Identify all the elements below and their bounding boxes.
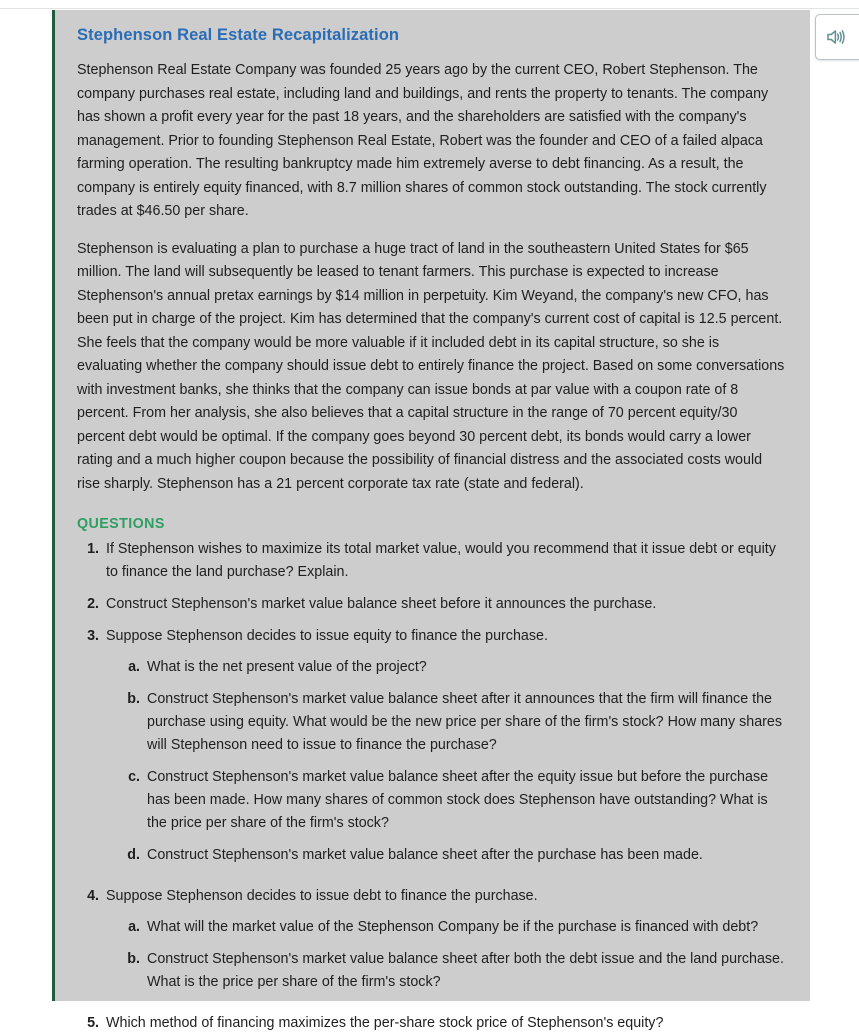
question-4-subitems [106,916,788,994]
subquestion-body [147,656,788,679]
question-marker: 4. [87,888,99,904]
subquestion-body [147,844,788,867]
question-item-3c [106,766,788,835]
question-3-subitems [106,656,788,867]
question-marker: 2. [87,596,99,612]
subquestion-text: Construct Stephenson's market value balance sheet after it announces that the firm will finance the purchase using equity. What would be the new price per share of the firm's stock? How many shares will Stephenson need to issue to finance the purchase? [147,691,783,753]
read-aloud-button[interactable] [815,14,859,60]
left-gutter [0,10,52,1024]
questions-list [77,538,788,1035]
subquestion-marker: b. [127,951,140,967]
question-text: Suppose Stephenson decides to issue equity to finance the purchase. [106,628,548,644]
subquestion-text: What is the net present value of the project? [147,659,427,675]
subquestion-body [147,916,788,939]
question-item-3b [106,688,788,757]
question-item-3a [106,656,788,679]
subquestion-body [147,766,788,835]
question-item-1 [77,538,788,584]
subquestion-marker: b. [127,691,140,707]
question-text: If Stephenson wishes to maximize its total market value, would you recommend that it issue debt or equity to finance the land purchase? Explain. [106,541,776,580]
subquestion-marker: a. [128,659,140,675]
subquestion-marker: c. [128,769,140,785]
case-paragraph-1: Stephenson Real Estate Company was founded 25 years ago by the current CEO, Robert Stephenson. The company purchases real estate, including land and buildings, and rents the property to tenants. The company has shown a profit every year for the past 18 years, and the shareholders are satisfied with the company's management. Prior to founding Stephenson Real Estate, Robert was the founder and CEO of a failed alpaca farming operation. The resulting bankruptcy made him extremely averse to debt financing. As a result, the company is entirely equity financed, with 8.7 million shares of common stock outstanding. The stock currently trades at $46.50 per share. [77,62,769,219]
speaker-volume-icon [825,27,847,47]
question-item-3d [106,844,788,867]
subquestion-body [147,688,788,757]
page-title: Stephenson Real Estate Recapitalization [77,26,400,44]
question-item-3 [77,625,788,876]
subquestion-text: Construct Stephenson's market value balance sheet after the equity issue but before the purchase has been made. How many shares of common stock does Stephenson have outstanding? What is the price per share of the firm's stock? [147,769,769,831]
question-marker: 3. [87,628,99,644]
subquestion-marker: d. [127,847,140,863]
question-body [106,885,788,1003]
question-item-4b [106,948,788,994]
subquestion-marker: a. [128,919,140,935]
right-white-area [810,10,859,1024]
question-body [106,538,788,584]
questions-heading: QUESTIONS [77,516,165,532]
subquestion-body [147,948,788,994]
subquestion-text: Construct Stephenson's market value balance sheet after both the debt issue and the land purchase. What is the price per share of the firm's stock? [147,951,784,990]
case-content-panel [55,10,810,1031]
subquestion-text: Construct Stephenson's market value balance sheet after the purchase has been made. [147,847,703,863]
question-item-4a [106,916,788,939]
question-marker: 1. [87,541,99,557]
question-text: Suppose Stephenson decides to issue debt to finance the purchase. [106,888,538,904]
question-body [106,593,788,616]
subquestion-text: What will the market value of the Stephenson Company be if the purchase is financed with debt? [147,919,759,935]
question-body [106,625,788,876]
top-white-strip [0,0,859,9]
question-item-4 [77,885,788,1003]
question-marker: 5. [87,1015,99,1031]
case-paragraph-2: Stephenson is evaluating a plan to purchase a huge tract of land in the southeastern United States for $65 million. The land will subsequently be leased to tenant farmers. This purchase is expected to increase Stephenson's annual pretax earnings by $14 million in perpetuity. Kim Weyand, the company's new CFO, has been put in charge of the project. Kim has determined that the company's current cost of capital is 12.5 percent. She feels that the company would be more valuable if it included debt in its capital structure, so she is evaluating whether the company should issue debt to entirely finance the project. Based on some conversations with investment banks, she thinks that the company can issue bonds at par value with a coupon rate of 8 percent. From her analysis, she also believes that a capital structure in the range of 70 percent equity/30 percent debt would be optimal. If the company goes beyond 30 percent debt, its bonds would carry a lower rating and a much higher coupon because the possibility of financial distress and the associated costs would rise sharply. Stephenson has a 21 percent corporate tax rate (state and federal). [77,240,785,492]
question-text: Construct Stephenson's market value balance sheet before it announces the purchase. [106,596,657,612]
question-text: Which method of financing maximizes the per-share stock price of Stephenson's equity? [106,1015,664,1031]
question-item-2 [77,593,788,616]
